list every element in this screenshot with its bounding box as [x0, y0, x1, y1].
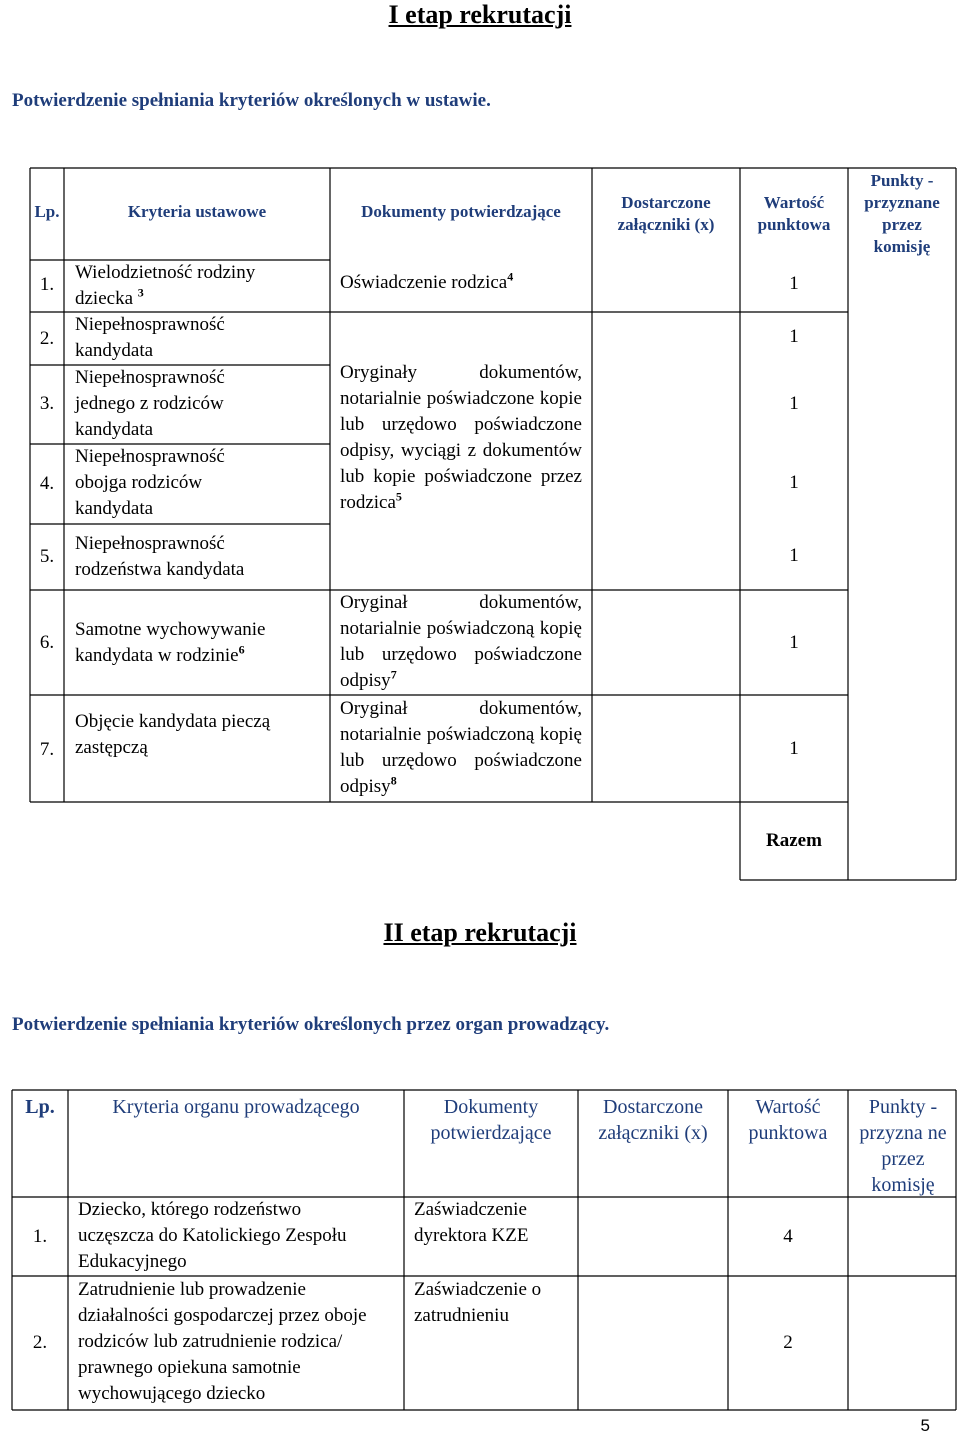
row5-lp: 5.: [39, 546, 55, 567]
t2-header-points: Punkty - przyzna ne przez komisję: [859, 1096, 947, 1196]
t2-header-lp: Lp.: [25, 1096, 55, 1118]
t2-header-attached: Dostarczone załączniki (x): [598, 1096, 708, 1144]
row6-value: 1: [789, 632, 799, 653]
doc-original-single-parent: Oryginał dokumentów, notarialnie poświadczoną kopię lub urzędowo poświadczone odpisy$^7$: [340, 592, 582, 691]
t2-header-value: Wartość punktowa: [748, 1096, 828, 1144]
doc1-footnote: 4: [507, 269, 514, 284]
total-label: Razem: [766, 830, 822, 851]
row6-criteria: Samotne wychowywanie kandydata w rodzinie$^6$: [75, 619, 266, 666]
row3-criteria: Niepełnosprawność jednego z rodziców kandydata: [75, 367, 225, 440]
col-header-attached: Dostarczone załączniki (x): [617, 193, 715, 234]
stage2-title: II etap rekrutacji: [383, 918, 577, 947]
doc2-footnote: 5: [395, 489, 402, 504]
t2-row2-documents: Zaświadczenie o zatrudnieniu: [414, 1279, 542, 1326]
row7-value: 1: [789, 738, 799, 759]
t2-header-documents: Dokumenty potwierdzające: [430, 1096, 552, 1144]
t2-row1-criteria: Dziecko, którego rodzeństwo uczęszcza do Katolickiego Zespołu Edukacyjnego: [78, 1199, 347, 1272]
col-header-criteria: Kryteria ustawowe: [127, 202, 267, 221]
doc3-footnote: 7: [390, 667, 397, 682]
t2-row1-documents: Zaświadczenie dyrektora KZE: [414, 1199, 529, 1246]
doc-parent-statement: Oświadczenie rodzica$^4$: [340, 269, 514, 293]
t2-row2-lp: 2.: [32, 1332, 48, 1353]
t2-row1-lp: 1.: [32, 1226, 48, 1247]
row6-lp: 6.: [39, 632, 55, 653]
t2-row1-value: 4: [783, 1226, 793, 1247]
doc-original-foster: Oryginał dokumentów, notarialnie poświadczoną kopię lub urzędowo poświadczone odpisy$^8$: [340, 698, 582, 797]
row1-footnote: 3: [137, 285, 144, 300]
row7-criteria: Objęcie kandydata pieczą zastępczą: [75, 711, 271, 758]
row5-criteria: Niepełnosprawność rodzeństwa kandydata: [75, 533, 245, 580]
row1-lp: 1.: [39, 274, 55, 295]
row6-footnote: 6: [238, 642, 245, 657]
page-number: 5: [920, 1416, 930, 1435]
stage1-subtitle: Potwierdzenie spełniania kryteriów określonych w ustawie.: [12, 90, 491, 111]
row7-lp: 7.: [39, 739, 55, 760]
row1-criteria: Wielodzietność rodziny dziecka $^3$: [75, 262, 256, 309]
col-header-documents: Dokumenty potwierdzające: [361, 202, 561, 221]
doc-originals-parent: Oryginały dokumentów, notarialnie poświadczone kopie lub urzędowo poświadczone odpisy, wyciągi z dokumentów lub kopie poświadczone przez rodzica$^5$: [340, 362, 582, 513]
t2-row2-value: 2: [783, 1332, 793, 1353]
t2-header-criteria: Kryteria organu prowadzącego: [112, 1096, 360, 1118]
row4-lp: 4.: [39, 473, 55, 494]
stage1-title: I etap rekrutacji: [388, 0, 572, 29]
t2-row2-criteria: Zatrudnienie lub prowadzenie działalności gospodarczej przez oboje rodziców lub zatrudnienie rodzica/ prawnego opiekuna samotnie wychowującego dziecko: [78, 1279, 367, 1404]
row5-value: 1: [789, 545, 799, 566]
row4-value: 1: [789, 472, 799, 493]
col-header-value: Wartość punktowa: [757, 193, 831, 234]
row2-value: 1: [789, 326, 799, 347]
doc4-footnote: 8: [390, 773, 397, 788]
col-header-points: Punkty - przyznane przez komisję: [864, 171, 940, 256]
col-header-lp: Lp.: [34, 202, 60, 221]
row2-criteria: Niepełnosprawność kandydata: [75, 314, 225, 361]
row1-value: 1: [789, 273, 799, 294]
row3-value: 1: [789, 393, 799, 414]
row3-lp: 3.: [39, 393, 55, 414]
stage2-subtitle: Potwierdzenie spełniania kryteriów określonych przez organ prowadzący.: [12, 1014, 610, 1035]
row4-criteria: Niepełnosprawność obojga rodziców kandydata: [75, 446, 225, 519]
row2-lp: 2.: [39, 328, 55, 349]
